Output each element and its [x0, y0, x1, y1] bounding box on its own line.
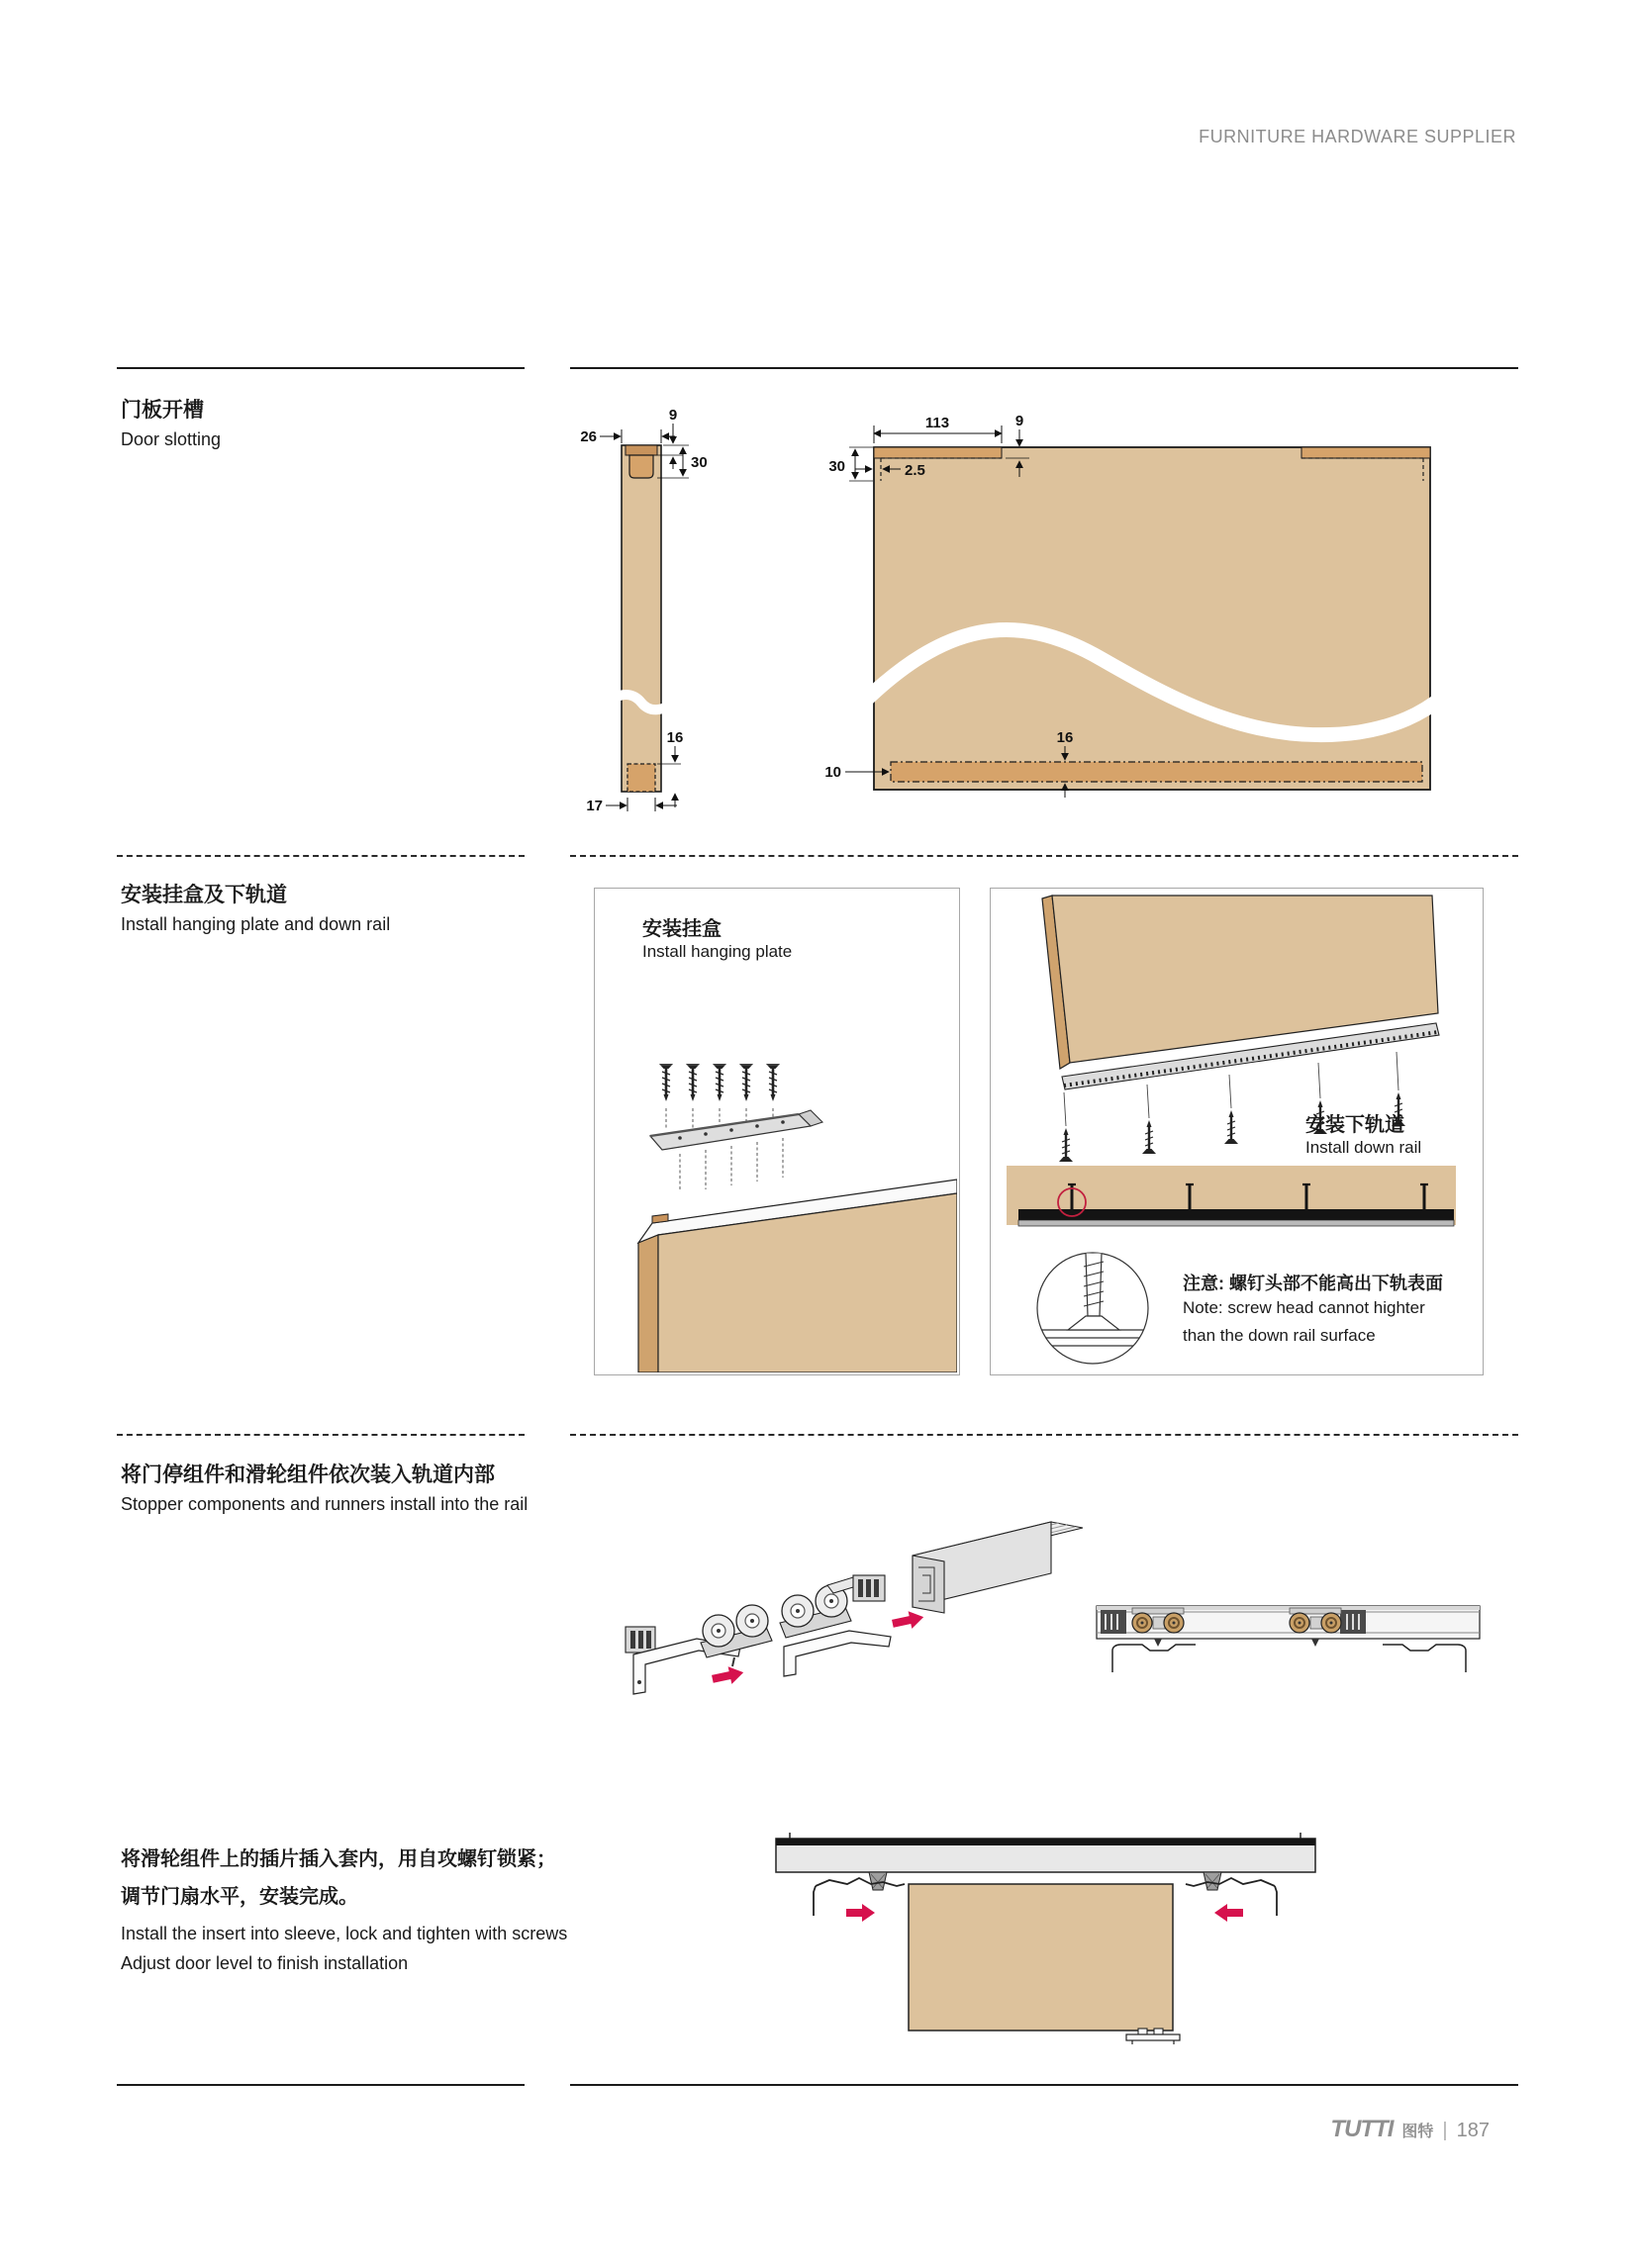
section2-title-en: Install hanging plate and down rail: [121, 914, 391, 934]
down-rail-box: [990, 888, 1484, 1375]
dim-113: 113: [924, 415, 950, 431]
section3-title-en: Stopper components and runners install into the rail: [121, 1494, 529, 1514]
hanging-plate-box: [594, 888, 960, 1375]
adjust-arrow-right: [1214, 1904, 1243, 1922]
section2-title-zh: 安装挂盒及下轨道: [121, 884, 287, 906]
divider-dash2-right: [570, 1434, 1518, 1436]
note-en-line2: than the down rail surface: [1183, 1326, 1376, 1345]
rail-3d: [913, 1522, 1083, 1613]
door-corner: [638, 1180, 957, 1372]
divider-dash2-left: [117, 1434, 525, 1436]
runner-component-1: [701, 1605, 772, 1666]
runner-component-2: [780, 1585, 851, 1638]
assembled-rail-side-view: [1097, 1606, 1480, 1672]
top-rail: [776, 1833, 1315, 1872]
insert-arrow-2: [891, 1608, 925, 1632]
floor-section: [1007, 1166, 1456, 1226]
section4-en-line1: Install the insert into sleeve, lock and tighten with screws: [121, 1924, 568, 1943]
footer-separator: |: [1442, 2120, 1448, 2141]
magnifier-detail: [1034, 1253, 1151, 1364]
dim-10: 10: [824, 764, 841, 781]
brand-logo: TUTTI: [1330, 2116, 1394, 2142]
section3-title-zh: 将门停组件和滑轮组件依次装入轨道内部: [121, 1464, 495, 1486]
door-panel: [863, 447, 1443, 790]
final-installation-diagram: [760, 1821, 1334, 2058]
hanger-brackets: [1112, 1639, 1466, 1672]
section1-title-en: Door slotting: [121, 429, 222, 449]
page-number: 187: [1456, 2120, 1490, 2141]
stopper-component-left: [626, 1627, 655, 1653]
box2-title-en: Install down rail: [1305, 1138, 1422, 1157]
divider-solid-right: [570, 367, 1518, 369]
dim-17: 17: [586, 798, 603, 814]
page-header: FURNITURE HARDWARE SUPPLIER: [1199, 127, 1516, 146]
dim-26: 26: [580, 428, 597, 445]
section4-zh-line2: 调节门扇水平，安装完成。: [121, 1886, 358, 1908]
dim-9b: 9: [1014, 413, 1024, 429]
hanging-plate: [650, 1110, 822, 1191]
section4-zh-line1: 将滑轮组件上的插片插入套内，用自攻螺钉锁紧；: [121, 1848, 556, 1870]
bracket-right: [784, 1631, 891, 1676]
break-wave: [608, 695, 677, 709]
dim-9: 9: [668, 407, 678, 424]
note-zh: 注意: 螺钉头部不能高出下轨表面: [1183, 1274, 1443, 1293]
insert-arrow-1: [711, 1663, 745, 1687]
door-face-view-diagram: [810, 404, 1453, 800]
divider-dash-left: [117, 855, 525, 857]
dim-2-5: 2.5: [905, 462, 925, 479]
runner-assembly-diagram: [604, 1512, 1490, 1715]
bottom-rule-right: [570, 2084, 1518, 2086]
dim-16: 16: [666, 729, 684, 746]
note-en-line1: Note: screw head cannot highter: [1183, 1298, 1425, 1317]
door-side-view-diagram: [554, 404, 742, 823]
box1-title-zh: 安装挂盒: [642, 918, 722, 940]
divider-dash-right: [570, 855, 1518, 857]
box2-title-zh: 安装下轨道: [1305, 1114, 1404, 1136]
adjust-arrow-left: [846, 1904, 875, 1922]
bottom-rule-left: [117, 2084, 525, 2086]
dim-30b: 30: [828, 458, 845, 475]
hung-door: [909, 1884, 1173, 2031]
brand-logo-zh: 图特: [1401, 2124, 1434, 2140]
dim-16b: 16: [1056, 729, 1074, 746]
box1-title-en: Install hanging plate: [642, 942, 793, 961]
dim-30: 30: [691, 454, 708, 471]
divider-solid-left: [117, 367, 525, 369]
page-footer: [1330, 2116, 1490, 2143]
section1-title-zh: 门板开槽: [121, 399, 204, 422]
section4-en-line2: Adjust door level to finish installation: [121, 1953, 409, 1973]
hanging-plate-drawing: [595, 889, 957, 1372]
